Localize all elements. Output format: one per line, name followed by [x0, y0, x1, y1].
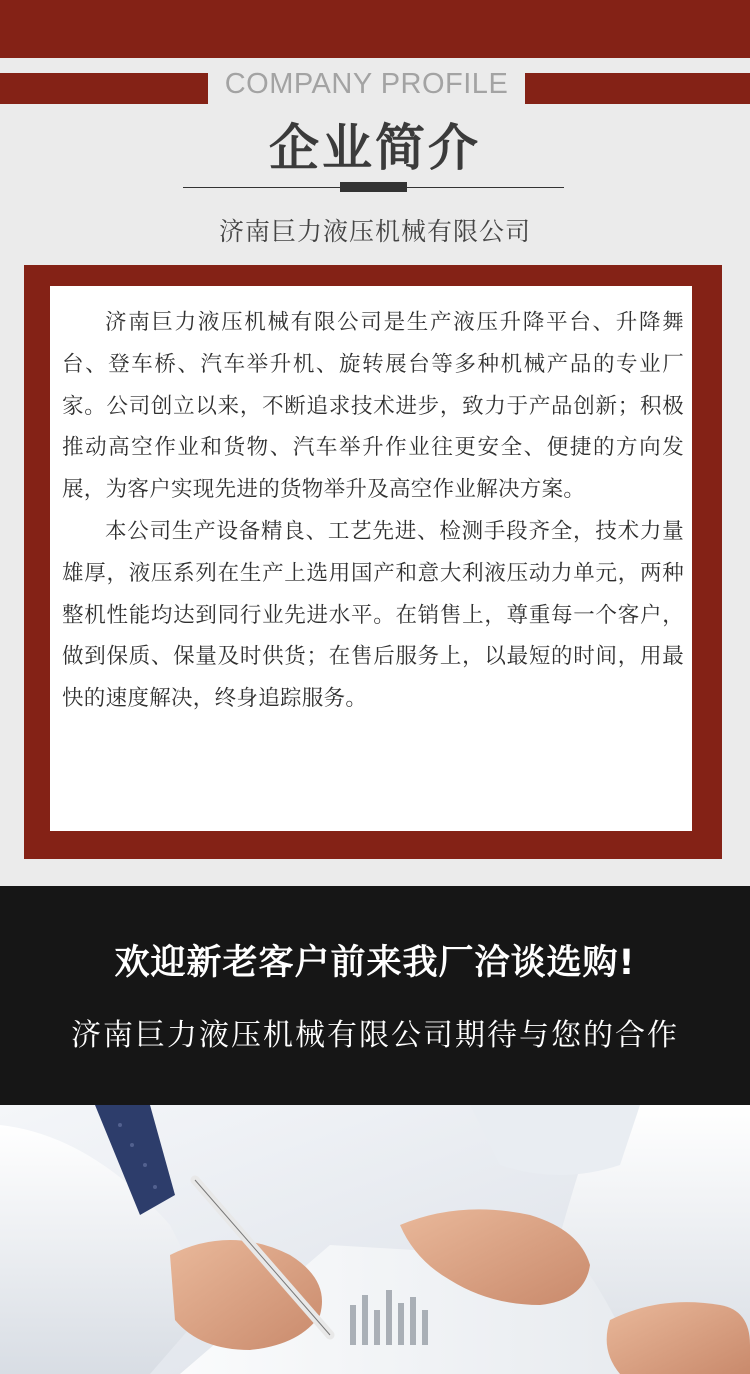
page-title: 企业简介: [269, 119, 481, 177]
photo-illustration: [0, 1105, 750, 1374]
welcome-banner: [0, 886, 750, 1105]
welcome-subtitle: 济南巨力液压机械有限公司期待与您的合作: [71, 1018, 679, 1053]
top-color-band: [0, 0, 750, 58]
intro-panel: [50, 286, 692, 831]
company-name-subtitle: 济南巨力液压机械有限公司: [218, 217, 531, 246]
intro-paragraph-1: 济南巨力液压机械有限公司是生产液压升降平台、升降舞台、登车桥、汽车举升机、旋转展台等多种机械产品的专业厂家。公司创立以来，不断追求技术进步，致力于产品创新；积极推动高空作业和货物、汽车举升作业往更安全、便捷的方向发展，为客户实现先进的货物举升及高空作业解决方案。: [62, 310, 684, 503]
title-divider-accent: [340, 182, 407, 192]
intro-paragraph-2: 本公司生产设备精良、工艺先进、检测手段齐全，技术力量雄厚，液压系列在生产上选用国产和意大利液压动力单元，两种整机性能均达到同行业先进水平。在销售上，尊重每一个客户，做到保质、保量及时供货；在售后服务上，以最短的时间，用最快的速度解决，终身追踪服务。: [62, 518, 684, 712]
subtitle-english: COMPANY PROFILE: [224, 68, 509, 100]
header-bar-right: [525, 73, 750, 104]
welcome-title: 欢迎新老客户前来我厂洽谈选购!: [114, 943, 636, 983]
intro-frame: [24, 265, 722, 859]
business-handshake-photo: [0, 1105, 750, 1374]
intro-text: [62, 302, 684, 720]
header-bar-left: [0, 73, 208, 104]
